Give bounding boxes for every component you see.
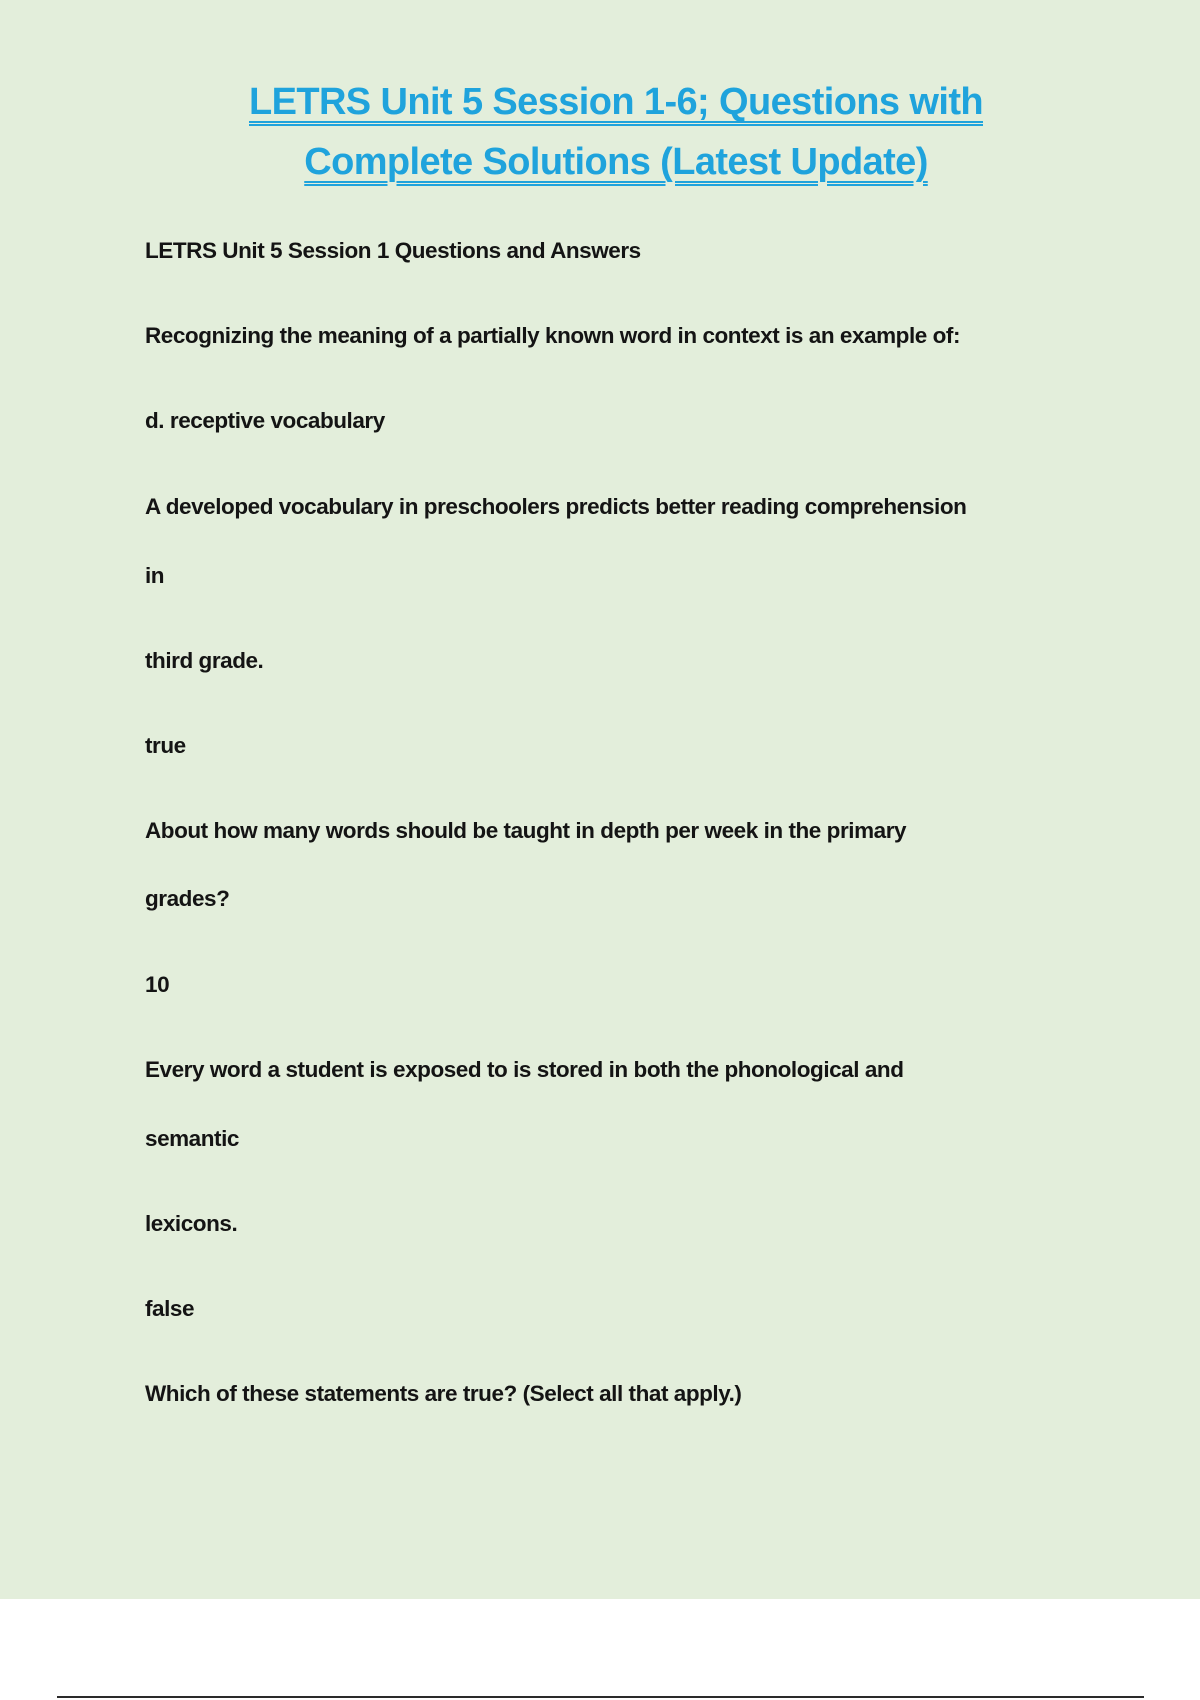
question-1-text: Recognizing the meaning of a partially known word in context is an example of: — [145, 323, 961, 348]
document-title-line-1[interactable]: LETRS Unit 5 Session 1-6; Questions with — [249, 81, 983, 123]
document-title-line-2[interactable]: Complete Solutions (Latest Update) — [304, 141, 928, 183]
page-footer-rule — [57, 1696, 1144, 1698]
question-4-text-line-3: lexicons. — [145, 1211, 238, 1236]
question-3-text-line-2: grades? — [145, 886, 230, 911]
question-4-text-line-1: Every word a student is exposed to is stored in both the phonological and — [145, 1057, 904, 1082]
answer-4-text: false — [145, 1296, 195, 1321]
answer-1-text: d. receptive vocabulary — [145, 408, 385, 433]
section-heading: LETRS Unit 5 Session 1 Questions and Answers — [145, 238, 641, 263]
question-3-text-line-1: About how many words should be taught in depth per week in the primary — [145, 818, 907, 843]
question-5-text: Which of these statements are true? (Select all that apply.) — [145, 1381, 742, 1406]
question-4-text-line-2: semantic — [145, 1126, 239, 1151]
question-2-text-line-3: third grade. — [145, 648, 264, 673]
question-2-text-line-2: in — [145, 563, 165, 588]
question-2-text-line-1: A developed vocabulary in preschoolers predicts better reading comprehension — [145, 494, 967, 519]
answer-2-text: true — [145, 733, 186, 758]
document-title — [0, 72, 1200, 192]
answer-3-text: 10 — [145, 972, 170, 997]
